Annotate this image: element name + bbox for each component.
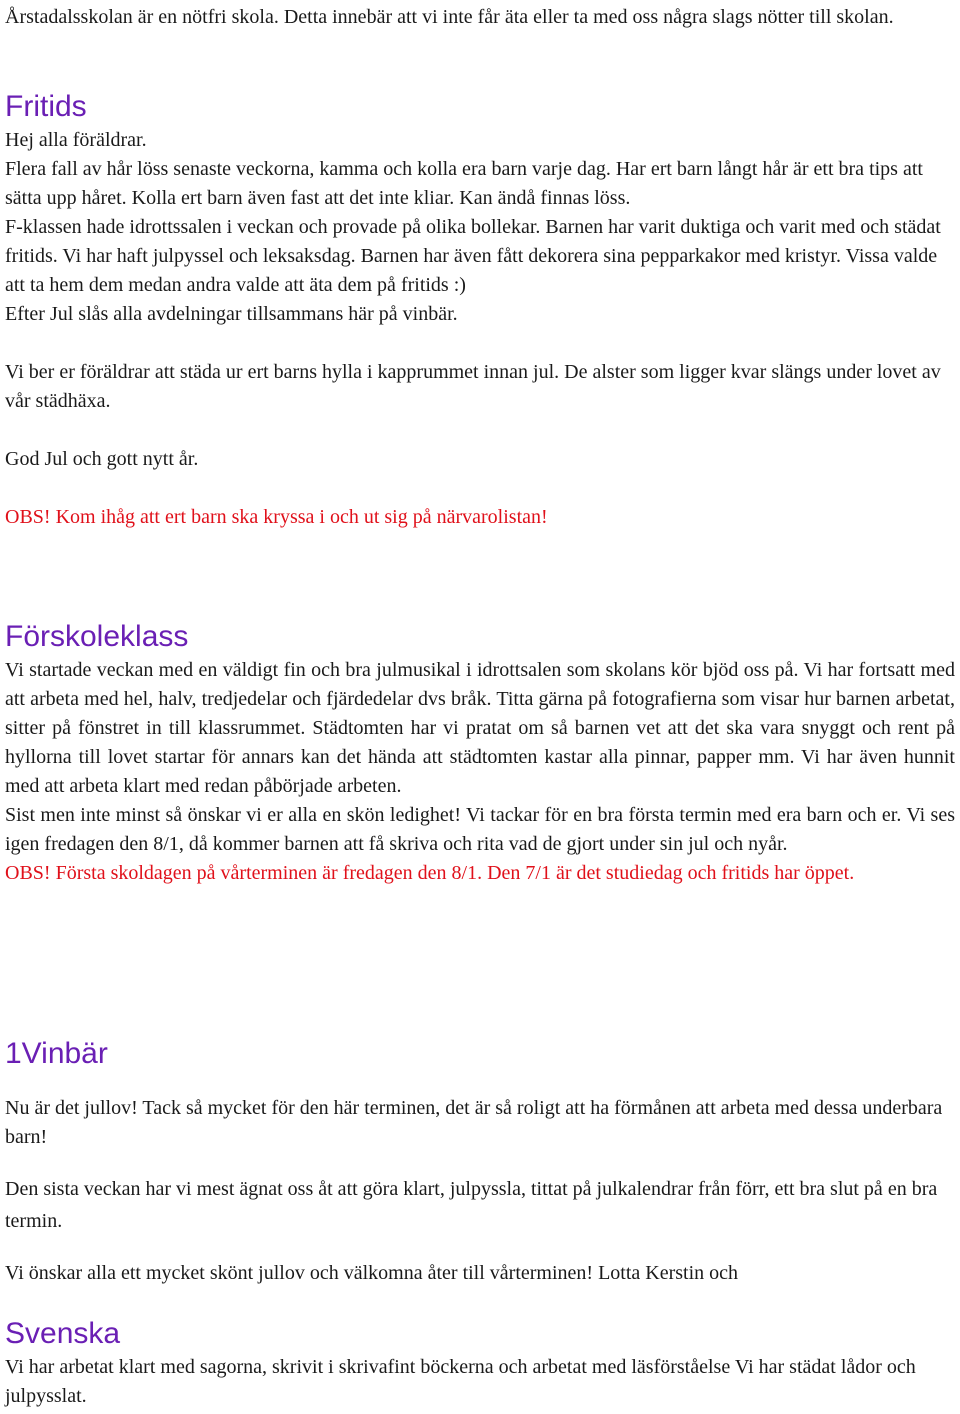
svenska-heading: Svenska (5, 1317, 121, 1350)
nut-free-notice: Årstadalsskolan är en nötfri skola. Detta innebär att vi inte får äta eller ta med oss några slags nötter till skolan. (5, 6, 894, 28)
intro-section (5, 3, 955, 32)
forskoleklass-week-paragraph: Vi startade veckan med en väldigt fin och bra julmusikal i idrottsalen som skolans kör bjöd oss på. Vi har fortsatt med att arbeta med hel, halv, tredjedelar och fjärdedelar dvs bråk. Titta gärna på fotografierna som visar hur barnen arbetat, sitter på fönstret in till klassrummet. Städtomten har vi pratat om så barnen vet att det ska vara snyggt och rent på hyllorna till lovet startar för annars kan det hända att städtomten kastar alla pinnar, papper mm. Vi har även hunnit med att arbeta klart med redan påbörjade arbeten. (5, 659, 955, 797)
vinbar-section (5, 1094, 955, 1288)
fritids-section (5, 126, 955, 532)
forskoleklass-holiday-paragraph: Sist men inte minst så önskar vi er alla en skön ledighet! Vi tackar för en bra första termin med era barn och er. Vi ses igen fredagen den 8/1, då kommer barnen att få skriva och rita vad de gjort under sin jul och nyår. (5, 804, 955, 855)
fritids-activities-paragraph: F-klassen hade idrottssalen i veckan och provade på olika bollekar. Barnen har varit duktiga och varit med och städat fritids. Vi har haft julpyssel och leksaksdag. Barnen har även fått dekorera sina pepparkakor med kristyr. Vissa valde att ta hem dem medan andra valde att äta dem på fritids :) (5, 216, 941, 296)
svenska-section (5, 1353, 955, 1411)
fritids-obs-notice: OBS! Kom ihåg att ert barn ska kryssa i och ut sig på närvarolistan! (5, 506, 548, 528)
vinbar-jullov-paragraph: Nu är det jullov! Tack så mycket för den här terminen, det är så roligt att ha förmånen att arbeta med dessa underbara barn! (5, 1097, 943, 1148)
fritids-heading: Fritids (5, 90, 87, 123)
vinbar-heading: 1Vinbär (5, 1037, 108, 1070)
fritids-merge-paragraph: Efter Jul slås alla avdelningar tillsammans här på vinbär. (5, 303, 458, 325)
vinbar-last-week-paragraph: Den sista veckan har vi mest ägnat oss åt att göra klart, julpyssla, tittat på julkalendrar från förr, ett bra slut på en bra termin. (5, 1178, 938, 1232)
svenska-paragraph: Vi har arbetat klart med sagorna, skrivit i skrivafint böckerna och arbetat med läsförståelse Vi har städat lådor och julpysslat. (5, 1356, 916, 1407)
fritids-shelf-paragraph: Vi ber er föräldrar att städa ur ert barns hylla i kapprummet innan jul. De alster som ligger kvar slängs under lovet av vår städhäxa. (5, 361, 941, 412)
vinbar-wishes-paragraph: Vi önskar alla ett mycket skönt jullov och välkomna åter till vårterminen! Lotta Kerstin och (5, 1262, 739, 1284)
forskoleklass-obs-notice: OBS! Första skoldagen på vårterminen är fredagen den 8/1. Den 7/1 är det studiedag och fritids har öppet. (5, 862, 855, 884)
forskoleklass-section (5, 656, 955, 888)
fritids-greeting-closing: God Jul och gott nytt år. (5, 448, 199, 470)
forskoleklass-heading: Förskoleklass (5, 620, 189, 653)
fritids-greeting: Hej alla föräldrar. (5, 129, 147, 151)
fritids-lice-paragraph: Flera fall av hår löss senaste veckorna, kamma och kolla era barn varje dag. Har ert barn långt hår är ett bra tips att sätta upp håret. Kolla ert barn även fast att det inte kliar. Kan ändå finnas löss. (5, 158, 923, 209)
